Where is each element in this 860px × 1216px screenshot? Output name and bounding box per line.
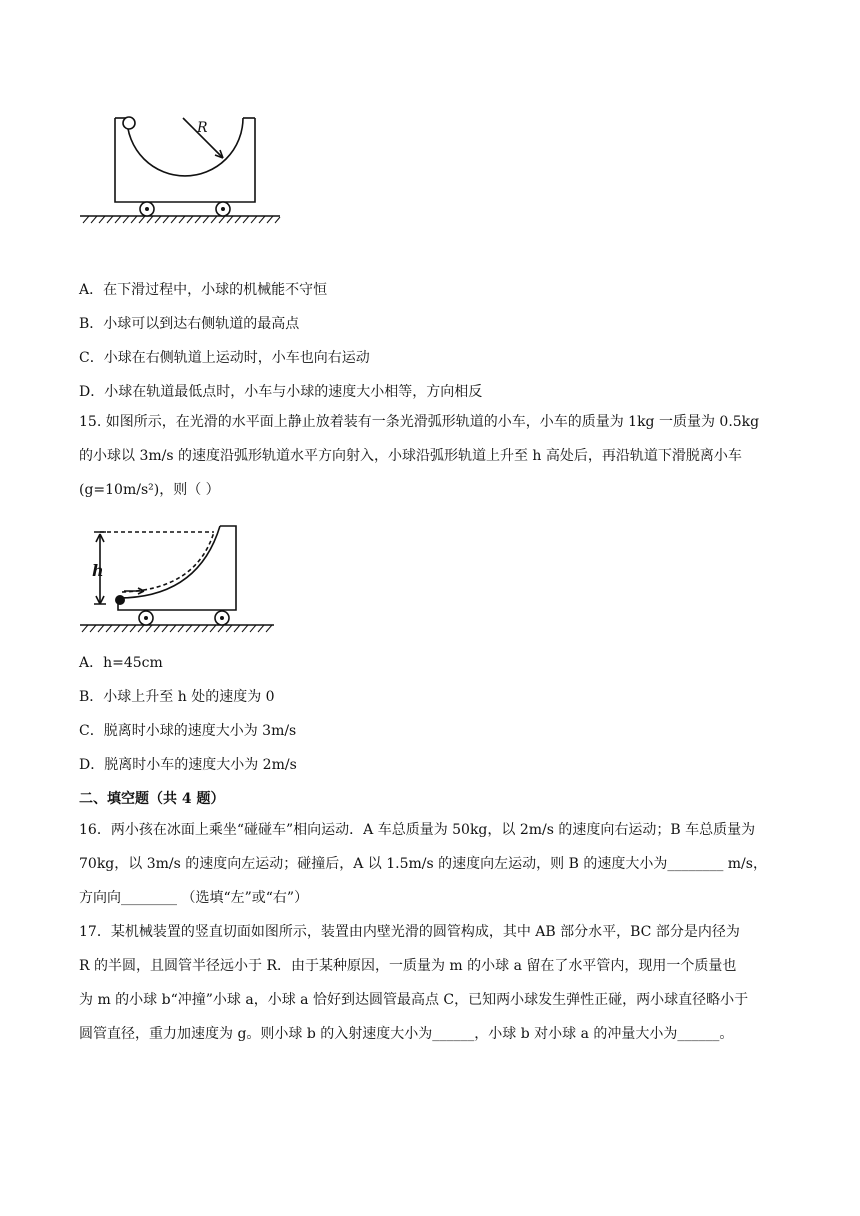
q15-option-d: D．脱离时小车的速度大小为 2m/s [79,757,297,773]
figure-cart-ramp [78,518,278,638]
q16-line-1: 16．两小孩在冰面上乘坐“碰碰车”相向运动．A 车总质量为 50kg，以 2m/s 的速度向右运动；B 车总质量为 [79,822,756,838]
q14-option-c: C．小球在右侧轨道上运动时，小车也向右运动 [79,350,370,366]
q17-line-3: 为 m 的小球 b“冲撞”小球 a，小球 a 恰好到达圆管最高点 C，已知两小球发生弹性正碰，两小球直径略小于 [79,992,749,1008]
q15-line-3: (g=10m/s²)，则（ ） [79,482,220,498]
q17-line-1: 17．某机械装置的竖直切面如图所示，装置由内壁光滑的圆管构成，其中 AB 部分水平，BC 部分是内径为 [79,924,740,940]
q17-line-4: 圆管直径，重力加速度为 g。则小球 b 的入射速度大小为______，小球 b 对小球 a 的冲量大小为______。 [79,1026,734,1042]
radius-label: R [197,120,208,136]
q16-stem [79,813,779,915]
q17-line-2: R 的半圆，且圆管半径远小于 R．由于某种原因，一质量为 m 的小球 a 留在了水平管内，现用一个质量也 [79,958,737,974]
section-title-fill-in: 二、填空题（共 4 题） [79,791,225,807]
q14-option-d: D．小球在轨道最低点时，小车与小球的速度大小相等，方向相反 [79,384,483,400]
q16-line-3: 方向向________ （选填“左”或“右”） [79,890,309,906]
q14-option-a: A．在下滑过程中，小球的机械能不守恒 [79,282,328,298]
q17-stem [79,915,779,1051]
q15-line-2: 的小球以 3m/s 的速度沿弧形轨道水平方向射入，小球沿弧形轨道上升至 h 高处后，再沿轨道下滑脱离小车 [79,448,742,464]
q16-line-2: 70kg，以 3m/s 的速度向左运动；碰撞后，A 以 1.5m/s 的速度向左运动，则 B 的速度大小为________ m/s， [79,856,767,872]
q15-option-a: A．h=45cm [79,655,163,671]
q15-option-b: B．小球上升至 h 处的速度为 0 [79,689,275,705]
figure-cart-semicircle [75,110,285,230]
height-label: h [92,561,104,580]
q14-option-b: B．小球可以到达右侧轨道的最高点 [79,316,300,332]
q15-stem [79,405,779,507]
q15-line-1: 15. 如图所示，在光滑的水平面上静止放着装有一条光滑弧形轨道的小车，小车的质量为 1kg 一质量为 0.5kg [79,414,760,430]
q15-option-c: C．脱离时小球的速度大小为 3m/s [79,723,297,739]
